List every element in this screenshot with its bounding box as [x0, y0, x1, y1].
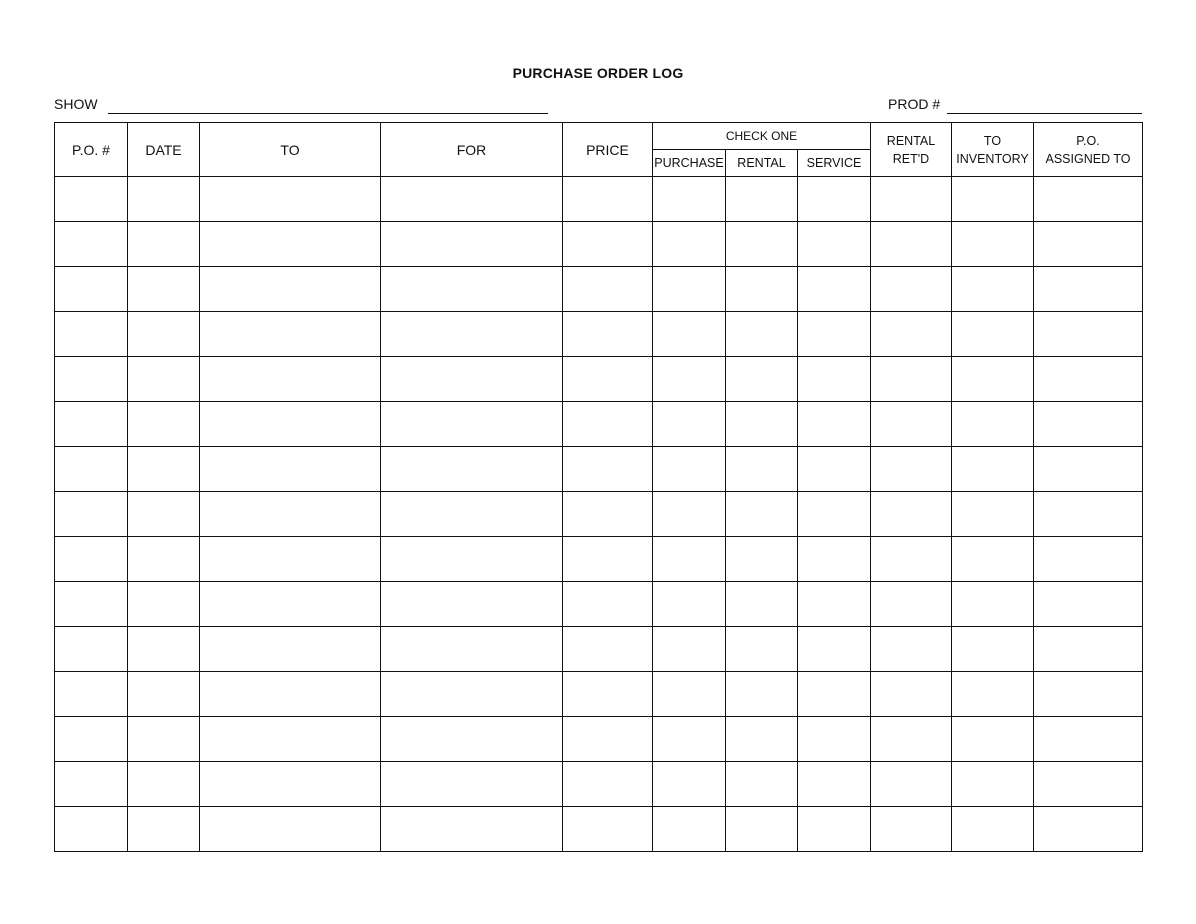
table-row	[55, 492, 1143, 537]
cell-service[interactable]	[798, 357, 871, 402]
cell-rental[interactable]	[726, 312, 798, 357]
cell-rental-retd[interactable]	[871, 582, 952, 627]
cell-po-assigned-to[interactable]	[1034, 672, 1143, 717]
cell-po-number[interactable]	[55, 717, 128, 762]
header-po-assigned-line2: ASSIGNED TO	[1045, 151, 1131, 166]
cell-purchase[interactable]	[653, 717, 726, 762]
header-to-inventory-line2: INVENTORY	[956, 151, 1029, 166]
cell-rental[interactable]	[726, 762, 798, 807]
cell-to[interactable]	[200, 267, 381, 312]
cell-to-inventory[interactable]	[952, 492, 1034, 537]
cell-purchase[interactable]	[653, 627, 726, 672]
cell-for[interactable]	[381, 447, 563, 492]
cell-date[interactable]	[128, 537, 200, 582]
cell-rental[interactable]	[726, 582, 798, 627]
cell-price[interactable]	[563, 177, 653, 222]
cell-po-assigned-to[interactable]	[1034, 627, 1143, 672]
cell-service[interactable]	[798, 267, 871, 312]
header-purchase: PURCHASE	[653, 150, 726, 177]
cell-po-assigned-to[interactable]	[1034, 447, 1143, 492]
table-row	[55, 627, 1143, 672]
cell-date[interactable]	[128, 672, 200, 717]
cell-service[interactable]	[798, 537, 871, 582]
cell-date[interactable]	[128, 267, 200, 312]
header-for: FOR	[381, 123, 563, 177]
page-title: PURCHASE ORDER LOG	[512, 65, 684, 81]
cell-purchase[interactable]	[653, 537, 726, 582]
cell-date[interactable]	[128, 717, 200, 762]
cell-date[interactable]	[128, 312, 200, 357]
cell-to-inventory[interactable]	[952, 537, 1034, 582]
cell-date[interactable]	[128, 222, 200, 267]
header-rental: RENTAL	[726, 150, 798, 177]
cell-service[interactable]	[798, 447, 871, 492]
header-rental-retd-line1: RENTAL	[886, 133, 936, 148]
table-row	[55, 762, 1143, 807]
cell-for[interactable]	[381, 807, 563, 852]
header-date: DATE	[128, 123, 200, 177]
cell-to[interactable]	[200, 357, 381, 402]
cell-po-number[interactable]	[55, 762, 128, 807]
cell-rental[interactable]	[726, 222, 798, 267]
cell-rental[interactable]	[726, 537, 798, 582]
cell-po-number[interactable]	[55, 267, 128, 312]
cell-rental-retd[interactable]	[871, 267, 952, 312]
cell-to[interactable]	[200, 582, 381, 627]
cell-to[interactable]	[200, 312, 381, 357]
cell-to[interactable]	[200, 447, 381, 492]
cell-rental-retd[interactable]	[871, 447, 952, 492]
cell-purchase[interactable]	[653, 807, 726, 852]
cell-service[interactable]	[798, 402, 871, 447]
cell-to-inventory[interactable]	[952, 312, 1034, 357]
cell-rental[interactable]	[726, 807, 798, 852]
cell-to-inventory[interactable]	[952, 402, 1034, 447]
cell-rental-retd[interactable]	[871, 177, 952, 222]
cell-po-number[interactable]	[55, 312, 128, 357]
cell-purchase[interactable]	[653, 402, 726, 447]
header-price: PRICE	[563, 123, 653, 177]
header-to-inventory-line1: TO	[983, 133, 1002, 148]
cell-to-inventory[interactable]	[952, 672, 1034, 717]
cell-date[interactable]	[128, 807, 200, 852]
cell-for[interactable]	[381, 312, 563, 357]
table-row	[55, 447, 1143, 492]
cell-rental[interactable]	[726, 357, 798, 402]
table-row	[55, 807, 1143, 852]
header-check-one: CHECK ONE	[653, 123, 871, 150]
cell-price[interactable]	[563, 762, 653, 807]
cell-po-assigned-to[interactable]	[1034, 762, 1143, 807]
cell-date[interactable]	[128, 582, 200, 627]
cell-to[interactable]	[200, 672, 381, 717]
cell-po-assigned-to[interactable]	[1034, 357, 1143, 402]
cell-to[interactable]	[200, 537, 381, 582]
table-row	[55, 402, 1143, 447]
table-row	[55, 267, 1143, 312]
cell-price[interactable]	[563, 267, 653, 312]
cell-to-inventory[interactable]	[952, 447, 1034, 492]
cell-for[interactable]	[381, 672, 563, 717]
cell-price[interactable]	[563, 672, 653, 717]
cell-to[interactable]	[200, 177, 381, 222]
cell-rental-retd[interactable]	[871, 537, 952, 582]
cell-price[interactable]	[563, 447, 653, 492]
cell-purchase[interactable]	[653, 312, 726, 357]
cell-po-assigned-to[interactable]	[1034, 402, 1143, 447]
cell-purchase[interactable]	[653, 222, 726, 267]
cell-po-number[interactable]	[55, 357, 128, 402]
cell-purchase[interactable]	[653, 762, 726, 807]
table-row	[55, 177, 1143, 222]
cell-service[interactable]	[798, 582, 871, 627]
cell-service[interactable]	[798, 177, 871, 222]
purchase-order-table	[54, 122, 1143, 852]
cell-price[interactable]	[563, 402, 653, 447]
cell-rental[interactable]	[726, 627, 798, 672]
cell-purchase[interactable]	[653, 492, 726, 537]
cell-service[interactable]	[798, 492, 871, 537]
cell-to-inventory[interactable]	[952, 807, 1034, 852]
cell-price[interactable]	[563, 717, 653, 762]
cell-service[interactable]	[798, 762, 871, 807]
cell-service[interactable]	[798, 222, 871, 267]
cell-po-assigned-to[interactable]	[1034, 222, 1143, 267]
cell-po-number[interactable]	[55, 582, 128, 627]
cell-date[interactable]	[128, 357, 200, 402]
prod-number-field[interactable]	[947, 113, 1142, 114]
cell-rental-retd[interactable]	[871, 762, 952, 807]
header-service: SERVICE	[798, 150, 871, 177]
show-field[interactable]	[108, 113, 548, 114]
cell-for[interactable]	[381, 762, 563, 807]
table-row	[55, 537, 1143, 582]
cell-for[interactable]	[381, 492, 563, 537]
header-po-assigned-to	[1034, 123, 1143, 177]
header-po-assigned-line1: P.O.	[1076, 133, 1100, 148]
cell-rental[interactable]	[726, 717, 798, 762]
cell-for[interactable]	[381, 357, 563, 402]
cell-rental[interactable]	[726, 447, 798, 492]
cell-rental-retd[interactable]	[871, 492, 952, 537]
cell-to-inventory[interactable]	[952, 222, 1034, 267]
cell-date[interactable]	[128, 762, 200, 807]
cell-po-assigned-to[interactable]	[1034, 492, 1143, 537]
cell-for[interactable]	[381, 582, 563, 627]
cell-to-inventory[interactable]	[952, 357, 1034, 402]
cell-rental-retd[interactable]	[871, 357, 952, 402]
header-rental-retd	[871, 123, 952, 177]
cell-rental[interactable]	[726, 402, 798, 447]
cell-po-assigned-to[interactable]	[1034, 582, 1143, 627]
header-rental-retd-line2: RET'D	[892, 151, 930, 166]
cell-price[interactable]	[563, 357, 653, 402]
cell-date[interactable]	[128, 447, 200, 492]
cell-po-number[interactable]	[55, 177, 128, 222]
cell-to[interactable]	[200, 807, 381, 852]
cell-for[interactable]	[381, 402, 563, 447]
cell-rental[interactable]	[726, 267, 798, 312]
cell-service[interactable]	[798, 627, 871, 672]
cell-to[interactable]	[200, 627, 381, 672]
cell-rental-retd[interactable]	[871, 627, 952, 672]
cell-service[interactable]	[798, 717, 871, 762]
cell-for[interactable]	[381, 717, 563, 762]
cell-po-number[interactable]	[55, 402, 128, 447]
cell-po-assigned-to[interactable]	[1034, 717, 1143, 762]
cell-price[interactable]	[563, 492, 653, 537]
cell-rental-retd[interactable]	[871, 402, 952, 447]
cell-rental-retd[interactable]	[871, 312, 952, 357]
cell-purchase[interactable]	[653, 177, 726, 222]
header-po-number: P.O. #	[55, 123, 128, 177]
cell-date[interactable]	[128, 627, 200, 672]
table-row	[55, 312, 1143, 357]
cell-service[interactable]	[798, 807, 871, 852]
cell-to-inventory[interactable]	[952, 627, 1034, 672]
cell-po-number[interactable]	[55, 537, 128, 582]
cell-po-number[interactable]	[55, 447, 128, 492]
cell-rental[interactable]	[726, 177, 798, 222]
cell-for[interactable]	[381, 627, 563, 672]
cell-to-inventory[interactable]	[952, 762, 1034, 807]
cell-to[interactable]	[200, 402, 381, 447]
cell-rental[interactable]	[726, 492, 798, 537]
cell-purchase[interactable]	[653, 267, 726, 312]
cell-rental-retd[interactable]	[871, 807, 952, 852]
cell-price[interactable]	[563, 582, 653, 627]
cell-to[interactable]	[200, 717, 381, 762]
cell-price[interactable]	[563, 312, 653, 357]
cell-to-inventory[interactable]	[952, 177, 1034, 222]
cell-purchase[interactable]	[653, 582, 726, 627]
cell-price[interactable]	[563, 807, 653, 852]
cell-service[interactable]	[798, 672, 871, 717]
cell-for[interactable]	[381, 177, 563, 222]
cell-po-number[interactable]	[55, 672, 128, 717]
table-body	[55, 177, 1143, 852]
cell-rental-retd[interactable]	[871, 717, 952, 762]
cell-po-assigned-to[interactable]	[1034, 312, 1143, 357]
cell-po-number[interactable]	[55, 492, 128, 537]
cell-po-assigned-to[interactable]	[1034, 177, 1143, 222]
table-row	[55, 672, 1143, 717]
show-label: SHOW	[54, 96, 98, 112]
cell-po-assigned-to[interactable]	[1034, 807, 1143, 852]
header-to: TO	[200, 123, 381, 177]
prod-number-label: PROD #	[888, 96, 941, 112]
table-row	[55, 582, 1143, 627]
cell-po-number[interactable]	[55, 807, 128, 852]
cell-po-number[interactable]	[55, 222, 128, 267]
cell-for[interactable]	[381, 222, 563, 267]
cell-date[interactable]	[128, 492, 200, 537]
cell-price[interactable]	[563, 627, 653, 672]
table-row	[55, 222, 1143, 267]
cell-purchase[interactable]	[653, 672, 726, 717]
table-row	[55, 357, 1143, 402]
cell-for[interactable]	[381, 267, 563, 312]
cell-date[interactable]	[128, 177, 200, 222]
table-row	[55, 717, 1143, 762]
cell-to[interactable]	[200, 222, 381, 267]
cell-date[interactable]	[128, 402, 200, 447]
cell-rental-retd[interactable]	[871, 672, 952, 717]
cell-to[interactable]	[200, 492, 381, 537]
cell-purchase[interactable]	[653, 357, 726, 402]
cell-to-inventory[interactable]	[952, 582, 1034, 627]
cell-po-number[interactable]	[55, 627, 128, 672]
cell-to[interactable]	[200, 762, 381, 807]
cell-price[interactable]	[563, 537, 653, 582]
cell-price[interactable]	[563, 222, 653, 267]
cell-rental[interactable]	[726, 672, 798, 717]
cell-po-assigned-to[interactable]	[1034, 267, 1143, 312]
cell-for[interactable]	[381, 537, 563, 582]
cell-rental-retd[interactable]	[871, 222, 952, 267]
header-to-inventory	[952, 123, 1034, 177]
cell-po-assigned-to[interactable]	[1034, 537, 1143, 582]
cell-purchase[interactable]	[653, 447, 726, 492]
cell-to-inventory[interactable]	[952, 267, 1034, 312]
cell-to-inventory[interactable]	[952, 717, 1034, 762]
cell-service[interactable]	[798, 312, 871, 357]
